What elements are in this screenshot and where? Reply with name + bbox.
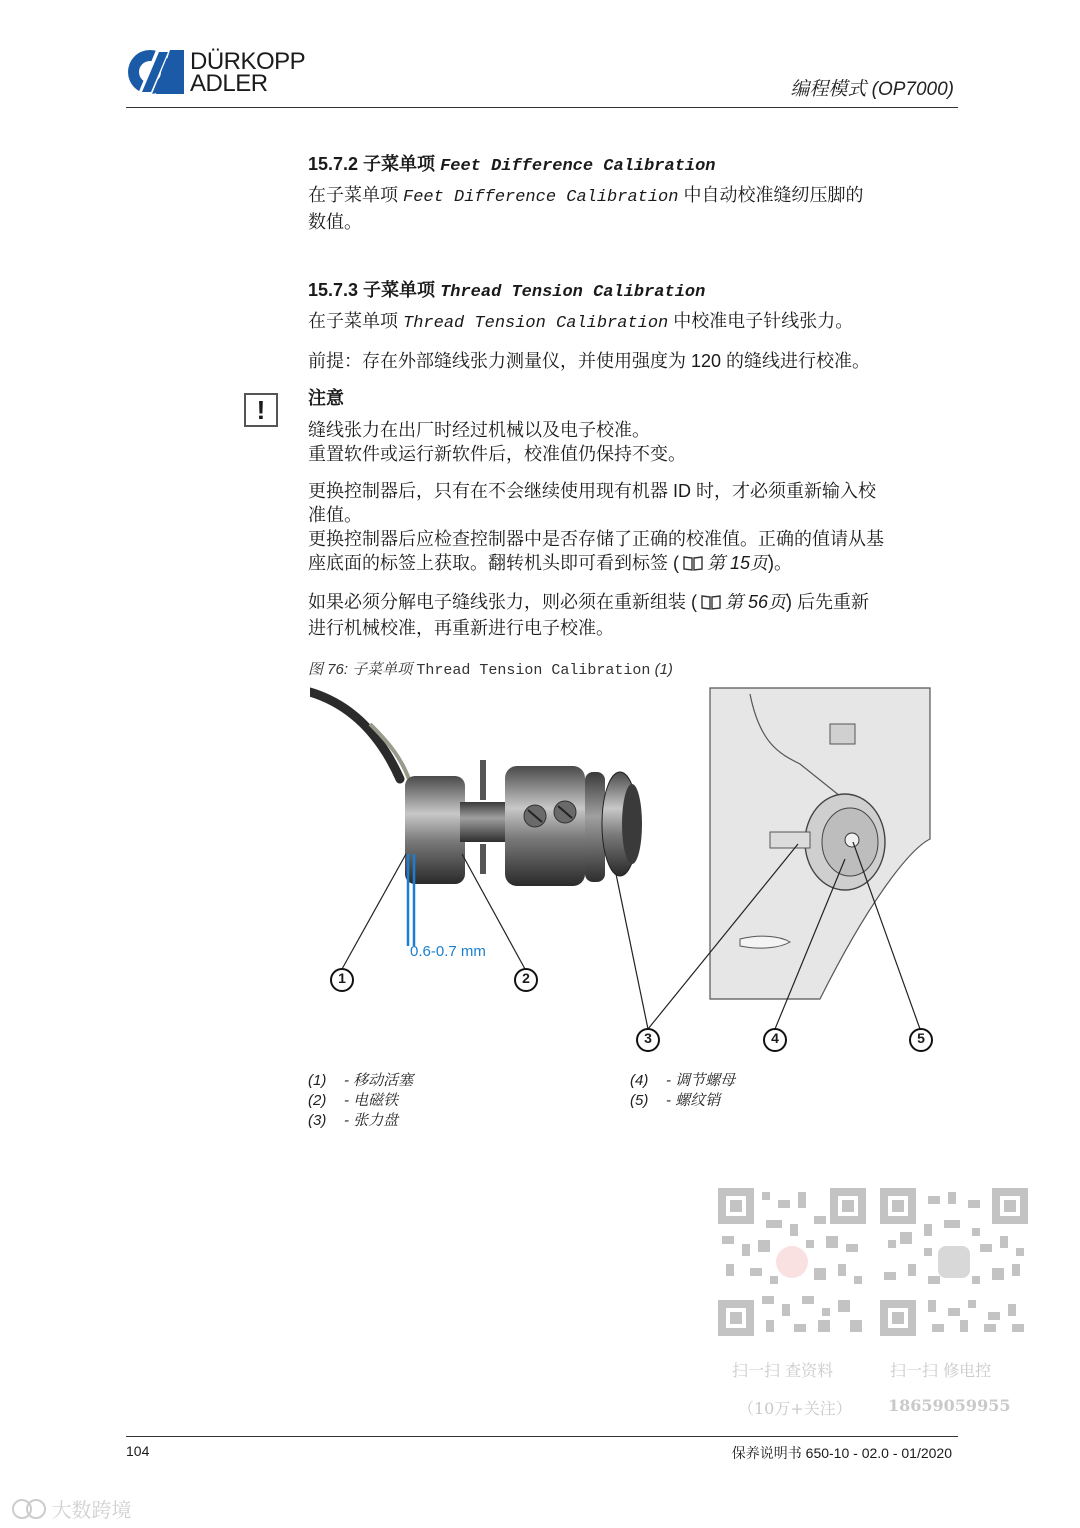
qr-code-icon — [880, 1188, 1028, 1341]
body-suffix: 中校准电子针线张力。 — [673, 311, 854, 331]
dimension-label: 0.6-0.7 mm — [410, 943, 486, 960]
qr2-label: 扫一扫 修电控 — [890, 1361, 992, 1380]
body-term: Thread Tension Calibration — [403, 314, 669, 333]
legend-item: (3) - 张力盘 — [308, 1112, 399, 1129]
note-line: 座底面的标签上获取。翻转机头即可看到标签 ( — [308, 553, 679, 573]
section-body-15-7-2 — [308, 183, 948, 234]
section-heading-15-7-2 — [308, 150, 716, 176]
body-term: Feet Difference Calibration — [403, 188, 679, 207]
brand-line-1: DÜRKOPP — [190, 48, 306, 75]
note-line: 如果必须分解电子缝线张力，则必须在重新组装 ( — [308, 592, 697, 612]
brand-line-2: ADLER — [190, 70, 268, 97]
figure-legend-right — [630, 1071, 735, 1111]
note-line: 准值。 — [308, 505, 362, 525]
header-divider — [126, 107, 958, 108]
figure-caption — [308, 658, 673, 679]
callout-4-label: 4 — [771, 1030, 779, 1046]
legend-item: (1) - 移动活塞 — [308, 1072, 414, 1089]
warning-exclamation-icon: ! — [244, 393, 278, 427]
note-line: 更换控制器后应检查控制器中是否存储了正确的校准值。正确的值请从基 — [308, 529, 884, 549]
body-prefix: 在子菜单项 — [308, 311, 398, 331]
callout-5-label: 5 — [917, 1030, 925, 1046]
book-icon — [701, 592, 721, 616]
document-reference: 保养说明书 650-10 - 02.0 - 01/2020 — [731, 1445, 952, 1461]
note-line-suffix: )。 — [768, 553, 793, 573]
note-line: 缝线张力在出厂时经过机械以及电子校准。 — [308, 420, 650, 440]
heading-prefix: 15.7.2 子菜单项 — [308, 154, 436, 174]
note-paragraph-3 — [308, 590, 948, 640]
watermark-logo-icon — [12, 1498, 46, 1526]
legend-item: (4) - 调节螺母 — [630, 1072, 736, 1089]
note-line: 更换控制器后，只有在不会继续使用现有机器 ID 时，才必须重新输入校 — [308, 481, 876, 501]
note-line: 重置软件或运行新软件后，校准值仍保持不变。 — [308, 444, 686, 464]
brand-logo-icon — [126, 48, 186, 101]
prerequisite-text: 前提：存在外部缝线张力测量仪，并使用强度为 120 的缝线进行校准。 — [308, 351, 871, 371]
page-number: 104 — [126, 1443, 150, 1459]
body-line-2: 数值。 — [308, 212, 362, 232]
note-paragraph-2 — [308, 479, 948, 577]
corner-watermark-text: 大数跨境 — [51, 1500, 132, 1522]
legend-item: (2) - 电磁铁 — [308, 1092, 399, 1109]
section-heading-15-7-3 — [308, 276, 705, 302]
qr2-sub: 18659059955 — [888, 1396, 1011, 1415]
page-reference-link[interactable]: 第 56页 — [725, 592, 787, 612]
caption-prefix: 图 76: 子菜单项 — [308, 661, 413, 678]
callout-1-label: 1 — [338, 970, 346, 986]
qr-code-icon — [718, 1188, 866, 1341]
figure-thread-tension-illustration — [310, 684, 950, 1069]
heading-prefix: 15.7.3 子菜单项 — [308, 280, 436, 300]
note-line-suffix: ) 后先重新 — [786, 592, 870, 612]
footer-divider — [126, 1436, 958, 1437]
heading-term: Thread Tension Calibration — [440, 283, 706, 302]
note-title: 注意 — [308, 388, 344, 408]
callout-2-label: 2 — [522, 970, 530, 986]
caption-term: Thread Tension Calibration — [416, 662, 651, 679]
body-suffix: 中自动校准缝纫压脚的 — [683, 185, 864, 205]
corner-watermark — [12, 1494, 132, 1526]
qr1-label: 扫一扫 查资料 — [732, 1361, 834, 1380]
note-paragraph-1 — [308, 418, 948, 466]
brand-name — [190, 48, 306, 97]
body-prefix: 在子菜单项 — [308, 185, 398, 205]
section-body-15-7-3 — [308, 309, 948, 336]
callout-3-label: 3 — [644, 1030, 652, 1046]
qr1-sub: （10万+关注） — [738, 1399, 852, 1418]
book-icon — [683, 553, 703, 577]
chapter-title: 编程模式 (OP7000) — [790, 79, 954, 100]
figure-legend-left — [308, 1071, 413, 1131]
note-line: 进行机械校准，再重新进行电子校准。 — [308, 618, 614, 638]
legend-item: (5) - 螺纹销 — [630, 1092, 721, 1109]
page-reference-link[interactable]: 第 15页 — [707, 553, 769, 573]
caption-suffix: (1) — [654, 661, 673, 678]
heading-term: Feet Difference Calibration — [440, 157, 716, 176]
